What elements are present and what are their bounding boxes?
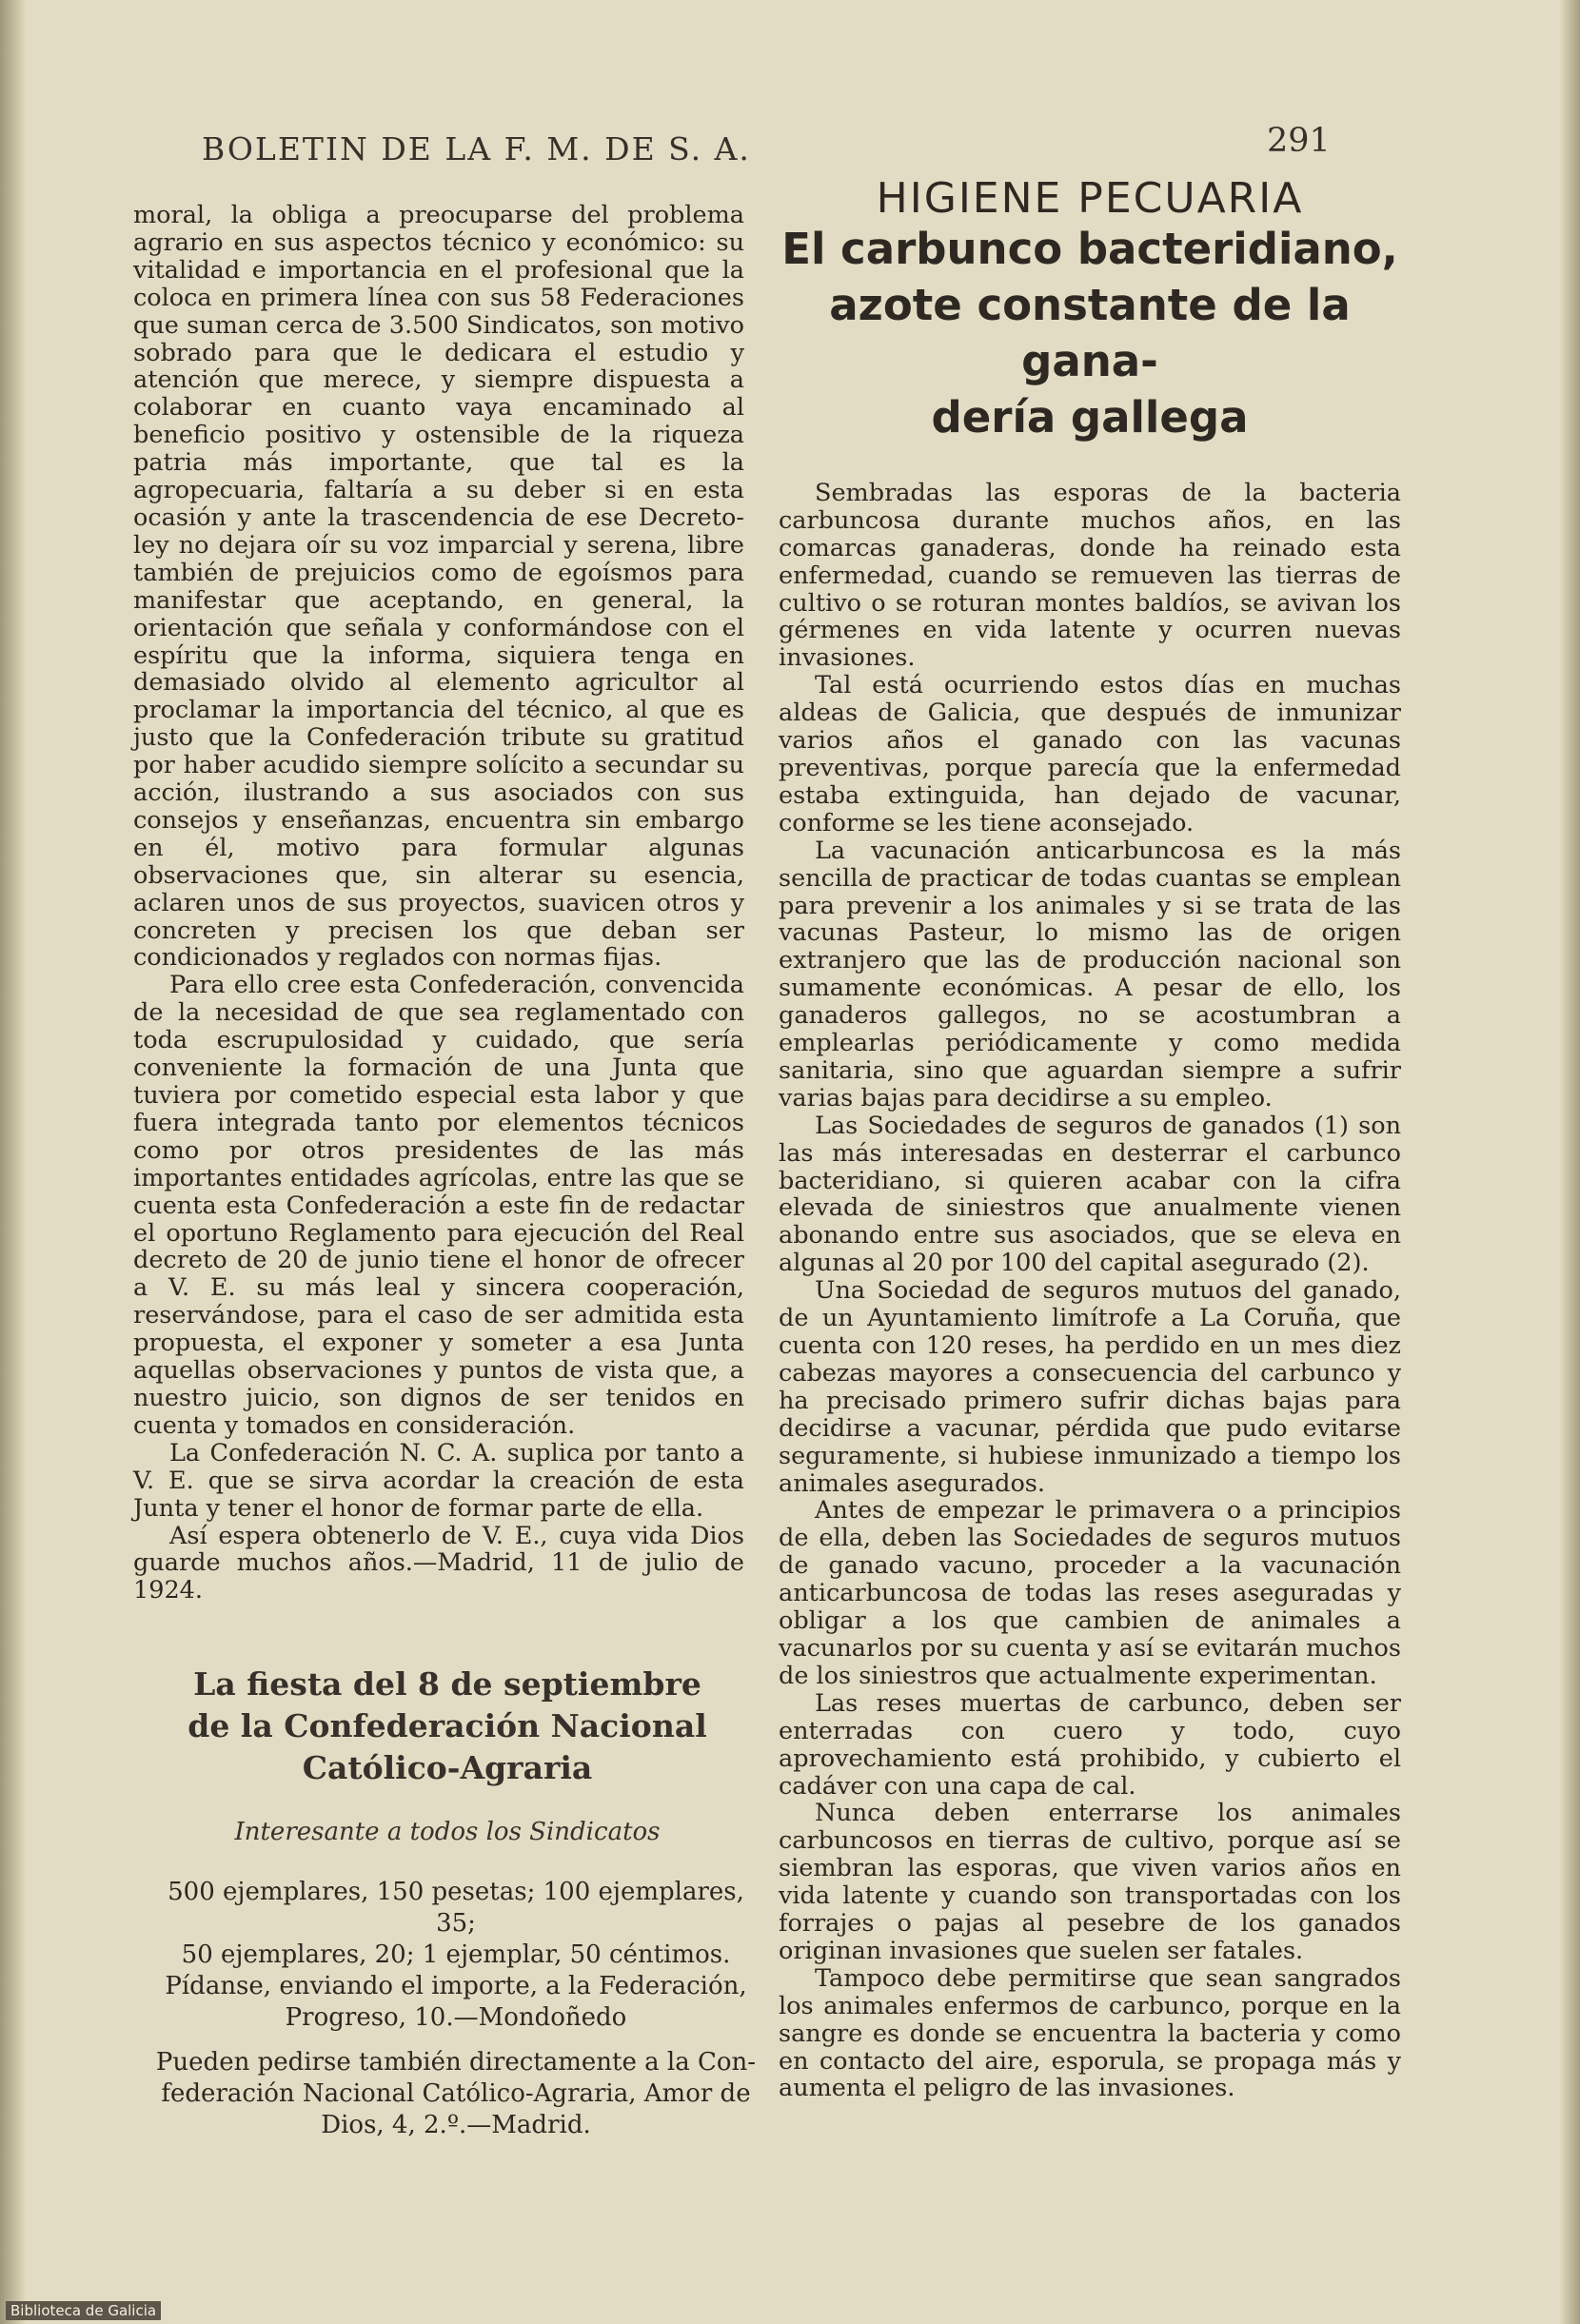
article-title-line: El carbunco bacteridiano, bbox=[781, 223, 1398, 274]
right-paragraph: Una Sociedad de seguros mutuos del ganado, de un Ayuntamiento limítrofe a La Coruña, que cuenta con 120 reses, ha perdido en un mes diez cabezas mayores a consecuencia del carbunco y ha precisado primero sufrir dichas bajas para decidirse a vacunar, pérdida que pudo evitarse seguramente, si hubiese inmunizado a tiempo los animales asegurados. bbox=[779, 1276, 1401, 1498]
notice-title bbox=[152, 1664, 742, 1789]
library-watermark: Biblioteca de Galicia bbox=[6, 2301, 161, 2320]
notice-alt-line: Dios, 4, 2.º.—Madrid. bbox=[321, 2111, 591, 2139]
notice-order-line: Progreso, 10.—Mondoñedo bbox=[285, 2003, 627, 2032]
notice-alt-line: federación Nacional Católico-Agraria, Amor de bbox=[161, 2079, 751, 2108]
left-paragraph: moral, la obliga a preocuparse del problema agrario en sus aspectos técnico y económico: su vitalidad e importancia en el profesional que la coloca en primera línea con sus 58 Federaciones que suman cerca de 3.500 Sindicatos, son motivo sobrado para que le dedicara el estudio y atención que merece, y siempre dispuesta a colaborar en cuanto vaya encaminado al beneficio positivo y ostensible de la riqueza patria más importante, que tal es la agropecuaria, faltaría a su deber si en esta ocasión y ante la trascendencia de ese Decreto-ley no dejara oír su voz imparcial y serena, libre también de prejuicios como de egoísmos para manifestar que aceptando, en general, la orientación que señala y conformándose con el espíritu que la informa, siquiera tenga en demasiado olvido al elemento agricultor al proclamar la importancia del técnico, al que es justo que la Confederación tribute su gratitud por haber acudido siempre solícito a secundar su acción, ilustrando a sus asociados con sus consejos y enseñanzas, encuentra sin embargo en él, motivo para formular algunas observaciones que, sin alterar su esencia, aclaren unos de sus proyectos, suavicen otros y concreten y precisen los que deban ser condicionados y reglados con normas fijas. bbox=[133, 201, 744, 973]
running-header: BOLETIN DE LA F. M. DE S. A. bbox=[202, 130, 751, 167]
left-paragraph: La Confederación N. C. A. suplica por tanto a V. E. que se sirva acordar la creación de esta Junta y tener el honor de formar parte de ella. bbox=[133, 1438, 744, 1523]
section-title: HIGIENE PECUARIA bbox=[876, 174, 1304, 223]
right-paragraph: Antes de empezar le primavera o a principios de ella, deben las Sociedades de seguros mutuos de ganado vacuno, proceder a la vacunación anticarbuncosa de todas las reses aseguradas y obligar a los que cambien de animales a vacunarlos por su cuenta y así se evitarán muchos de los siniestros que actualmente experimentan. bbox=[779, 1496, 1401, 1690]
right-paragraph: Tampoco debe permitirse que sean sangrados los animales enfermos de carbunco, porque en la sangre es donde se encuentra la bacteria y como en contacto del aire, esporula, se propaga más y aumenta el peligro de las invasiones. bbox=[779, 1963, 1401, 2103]
notice-title-line: Católico-Agraria bbox=[302, 1749, 593, 1786]
notice-price-line: 500 ejemplares, 150 pesetas; 100 ejemplares, 35; bbox=[168, 1878, 744, 1938]
page-number: 291 bbox=[1267, 122, 1331, 160]
left-paragraph: Así espera obtenerlo de V. E., cuya vida Dios guarde muchos años.—Madrid, 11 de julio de 1924. bbox=[133, 1521, 744, 1605]
notice-subtitle: Interesante a todos los Sindicatos bbox=[234, 1818, 661, 1846]
notice-title-line: de la Confederación Nacional bbox=[188, 1707, 707, 1744]
notice-spacer bbox=[152, 2034, 760, 2047]
article-title-line: dería gallega bbox=[931, 391, 1249, 443]
left-column bbox=[133, 202, 744, 1605]
page-left-edge bbox=[0, 0, 27, 2324]
notice-order-line: Pídanse, enviando el importe, a la Federación, bbox=[165, 1972, 747, 2000]
notice-price-line: 50 ejemplares, 20; 1 ejemplar, 50 céntimos. bbox=[181, 1940, 731, 1969]
right-paragraph: Nunca deben enterrarse los animales carbuncosos en tierras de cultivo, porque así se siembran las esporas, que viven varios años en vida latente y cuando son transportadas con los forrajes o pajas al pesebre de los ganados originan invasiones que suelen ser fatales. bbox=[779, 1799, 1401, 1965]
left-paragraph: Para ello cree esta Confederación, convencida de la necesidad de que sea reglamentado con toda escrupulosidad y cuidado, que sería conveniente la formación de una Junta que tuviera por cometido especial esta labor y que fuera integrada tanto por elementos técnicos como por otros presidentes de las más importantes entidades agrícolas, entre las que se cuenta esta Confederación a este fin de redactar el oportuno Reglamento para ejecución del Real decreto de 20 de junio tiene el honor de ofrecer a V. E. su más leal y sincera cooperación, reservándose, para el caso de ser admitida esta propuesta, el exponer y someter a esa Junta aquellas observaciones y puntos de vista que, a nuestro juicio, son dignos de ser tenidos en cuenta y tomados en consideración. bbox=[133, 971, 744, 1440]
right-paragraph: Las Sociedades de seguros de ganados (1) son las más interesadas en desterrar el carbunco bacteridiano, si quieren acabar con la cifra elevada de siniestros que anualmente vienen abonando entre sus asociados, que se eleva en algunas al 20 por 100 del capital asegurado (2). bbox=[779, 1111, 1401, 1278]
right-paragraph: La vacunación anticarbuncosa es la más sencilla de practicar de todas cuantas se emplean para prevenir a los animales y si se trata de las vacunas Pasteur, lo mismo las de origen extranjero que las de producción nacional son sumamente económicas. A pesar de ello, los ganaderos gallegos, no se acostumbran a emplearlas periódicamente y como medida sanitaria, sino que aguardan siempre a sufrir varias bajas para decidirse a su empleo. bbox=[779, 836, 1401, 1113]
right-paragraph: Tal está ocurriendo estos días en muchas aldeas de Galicia, que después de inmunizar varios años el ganado con las vacunas preventivas, porque parecía que la enfermedad estaba extinguida, han dejado de vacunar, conforme se les tiene aconsejado. bbox=[779, 671, 1401, 837]
article-title bbox=[779, 221, 1401, 445]
right-column bbox=[779, 174, 1401, 2103]
notice-alt-line: Pueden pedirse también directamente a la Con- bbox=[155, 2048, 757, 2077]
right-paragraph: Las reses muertas de carbunco, deben ser enterradas con cuero y todo, cuyo aprovechamiento está prohibido, y cubierto el cadáver con una capa de cal. bbox=[779, 1688, 1401, 1801]
notice-title-line: La fiesta del 8 de septiembre bbox=[193, 1665, 701, 1703]
right-paragraph: Sembradas las esporas de la bacteria carbuncosa durante muchos años, en las comarcas ganaderas, donde ha reinado esta enfermedad, cuando se remueven las tierras de cultivo o se roturan montes baldíos, se avivan los gérmenes en vida latente y ocurren nuevas invasiones. bbox=[779, 478, 1401, 673]
page-right-edge bbox=[1559, 0, 1580, 2324]
notice-body bbox=[152, 1877, 760, 2141]
article-title-line: azote constante de la gana- bbox=[829, 279, 1351, 386]
